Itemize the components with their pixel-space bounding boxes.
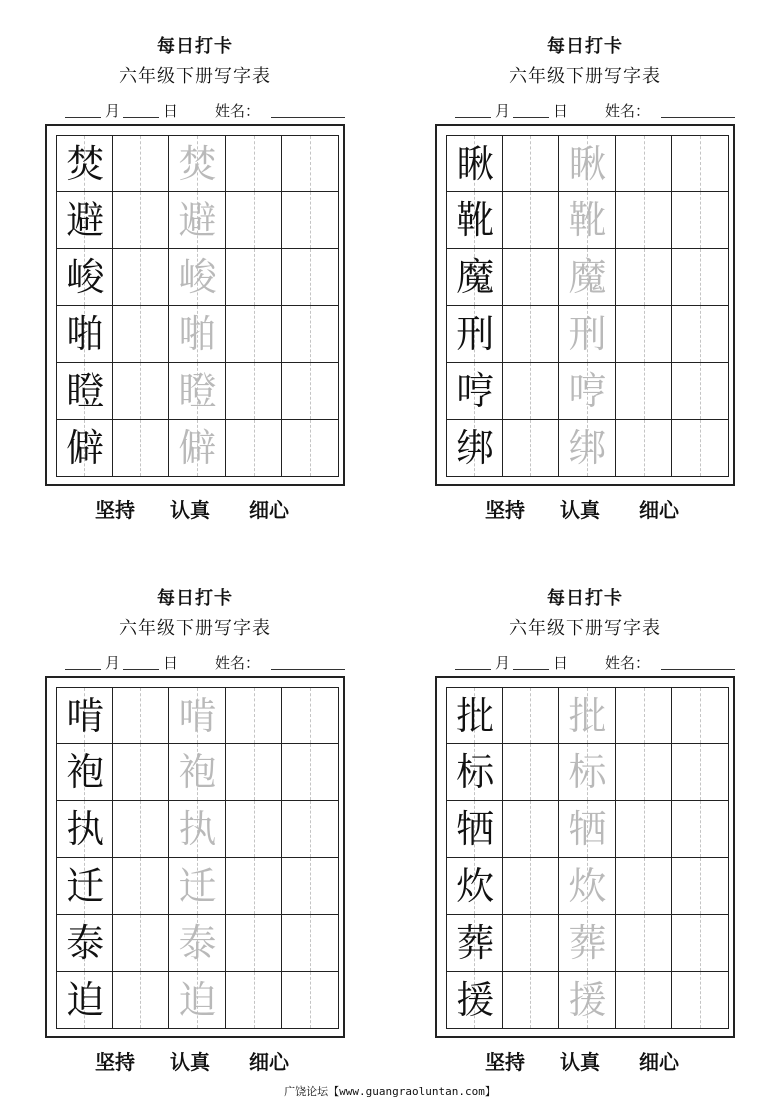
card-title: 每日打卡 [547, 36, 623, 57]
practice-cell[interactable] [503, 858, 560, 915]
model-character: 避 [66, 198, 105, 242]
practice-cell[interactable] [616, 363, 673, 420]
trace-cell[interactable] [559, 249, 616, 306]
trace-character: 袍 [178, 750, 217, 794]
practice-cell[interactable] [226, 744, 283, 801]
practice-cell[interactable] [113, 687, 170, 744]
motto-word: 细心 [639, 498, 679, 522]
guide-line [310, 858, 311, 914]
writing-grid-frame [435, 676, 735, 1038]
day-blank[interactable] [123, 669, 159, 670]
date-name-row [455, 100, 775, 122]
motto-word: 细心 [249, 498, 289, 522]
motto-word: 认真 [170, 1050, 210, 1074]
guide-line [530, 688, 531, 743]
guide-line [310, 192, 311, 248]
trace-character: 啪 [178, 312, 217, 356]
practice-cell[interactable] [113, 972, 170, 1029]
day-blank[interactable] [513, 117, 549, 118]
month-blank[interactable] [65, 117, 101, 118]
guide-line [644, 420, 645, 476]
guide-line [700, 915, 701, 971]
practice-cell[interactable] [672, 972, 729, 1029]
trace-cell[interactable] [559, 135, 616, 192]
practice-cell[interactable] [226, 363, 283, 420]
model-character: 执 [66, 807, 105, 851]
model-character: 刑 [456, 312, 495, 356]
practice-cell[interactable] [503, 135, 560, 192]
card-subtitle: 六年级下册写字表 [509, 66, 661, 87]
model-character: 啃 [66, 694, 105, 738]
trace-cell[interactable] [169, 135, 226, 192]
practice-cell[interactable] [503, 192, 560, 249]
trace-cell[interactable] [169, 249, 226, 306]
practice-cell[interactable] [616, 135, 673, 192]
guide-line [310, 688, 311, 743]
name-label: 姓名： [605, 102, 651, 120]
model-character: 迁 [66, 864, 105, 908]
motto-word: 细心 [249, 1050, 289, 1074]
guide-line [530, 801, 531, 857]
trace-character: 牺 [568, 807, 607, 851]
writing-grid [56, 135, 339, 477]
guide-line [644, 744, 645, 800]
guide-line [254, 249, 255, 305]
trace-character: 靴 [568, 198, 607, 242]
practice-cell[interactable] [616, 249, 673, 306]
guide-line [700, 192, 701, 248]
motto-word: 坚持 [485, 498, 525, 522]
day-label: 日 [553, 102, 569, 120]
trace-character: 瞪 [178, 369, 217, 413]
name-blank[interactable] [271, 117, 345, 118]
model-cell [56, 135, 113, 192]
practice-cell[interactable] [282, 192, 339, 249]
guide-line [310, 249, 311, 305]
guide-line [644, 801, 645, 857]
trace-character: 僻 [178, 426, 217, 470]
trace-character: 绑 [568, 426, 607, 470]
trace-character: 葬 [568, 921, 607, 965]
motto-word: 认真 [560, 498, 600, 522]
guide-line [530, 136, 531, 191]
trace-character: 迫 [178, 978, 217, 1022]
practice-cell[interactable] [113, 801, 170, 858]
model-cell [56, 801, 113, 858]
motto-word: 坚持 [95, 1050, 135, 1074]
model-character: 批 [456, 694, 495, 738]
writing-grid [446, 687, 729, 1029]
model-character: 靴 [456, 198, 495, 242]
model-cell [446, 306, 503, 363]
writing-grid [56, 687, 339, 1029]
practice-cell[interactable] [503, 972, 560, 1029]
practice-cell[interactable] [616, 192, 673, 249]
practice-cell[interactable] [672, 420, 729, 477]
model-character: 僻 [66, 426, 105, 470]
practice-cell[interactable] [226, 192, 283, 249]
month-label: 月 [495, 102, 511, 120]
guide-line [140, 420, 141, 476]
guide-line [700, 972, 701, 1028]
practice-cell[interactable] [282, 306, 339, 363]
day-blank[interactable] [123, 117, 159, 118]
motto-word: 认真 [560, 1050, 600, 1074]
trace-cell[interactable] [169, 687, 226, 744]
guide-line [644, 192, 645, 248]
guide-line [140, 192, 141, 248]
date-name-row [65, 100, 385, 122]
practice-cell[interactable] [226, 306, 283, 363]
guide-line [254, 972, 255, 1028]
practice-cell[interactable] [113, 420, 170, 477]
guide-line [254, 744, 255, 800]
guide-line [700, 858, 701, 914]
trace-cell[interactable] [169, 192, 226, 249]
date-name-row [455, 652, 775, 674]
guide-line [140, 306, 141, 362]
trace-cell[interactable] [169, 801, 226, 858]
guide-line [644, 915, 645, 971]
practice-cell[interactable] [226, 135, 283, 192]
model-cell [446, 135, 503, 192]
practice-cell[interactable] [503, 915, 560, 972]
practice-cell[interactable] [113, 135, 170, 192]
practice-cell[interactable] [672, 858, 729, 915]
date-name-row [65, 652, 385, 674]
month-blank[interactable] [455, 669, 491, 670]
guide-line [530, 306, 531, 362]
month-label: 月 [105, 654, 121, 672]
model-cell [56, 972, 113, 1029]
practice-cell[interactable] [672, 135, 729, 192]
name-blank[interactable] [661, 669, 735, 670]
model-cell [56, 306, 113, 363]
model-cell [56, 420, 113, 477]
trace-cell[interactable] [559, 420, 616, 477]
trace-cell[interactable] [559, 972, 616, 1029]
practice-cell[interactable] [113, 744, 170, 801]
practice-cell[interactable] [282, 801, 339, 858]
guide-line [254, 192, 255, 248]
motto-word: 细心 [639, 1050, 679, 1074]
practice-cell[interactable] [672, 915, 729, 972]
name-label: 姓名： [215, 102, 261, 120]
name-label: 姓名： [215, 654, 261, 672]
writing-grid-frame [45, 124, 345, 486]
trace-cell[interactable] [559, 915, 616, 972]
practice-cell[interactable] [503, 363, 560, 420]
guide-line [700, 363, 701, 419]
guide-line [644, 688, 645, 743]
writing-grid [446, 135, 729, 477]
trace-character: 执 [178, 807, 217, 851]
day-label: 日 [163, 102, 179, 120]
practice-cell[interactable] [226, 858, 283, 915]
model-cell [56, 192, 113, 249]
guide-line [254, 801, 255, 857]
model-cell [446, 687, 503, 744]
guide-line [254, 136, 255, 191]
trace-character: 援 [568, 978, 607, 1022]
guide-line [254, 306, 255, 362]
model-character: 魔 [456, 255, 495, 299]
guide-line [310, 420, 311, 476]
practice-cell[interactable] [616, 858, 673, 915]
month-blank[interactable] [65, 669, 101, 670]
practice-cell[interactable] [113, 249, 170, 306]
day-label: 日 [553, 654, 569, 672]
practice-cell[interactable] [503, 801, 560, 858]
model-cell [56, 858, 113, 915]
trace-character: 泰 [178, 921, 217, 965]
practice-cell[interactable] [616, 306, 673, 363]
model-character: 迫 [66, 978, 105, 1022]
guide-line [700, 801, 701, 857]
card-title: 每日打卡 [547, 588, 623, 609]
model-cell [56, 687, 113, 744]
motto-word: 坚持 [95, 498, 135, 522]
trace-character: 迁 [178, 864, 217, 908]
practice-cell[interactable] [226, 972, 283, 1029]
guide-line [530, 972, 531, 1028]
trace-cell[interactable] [169, 972, 226, 1029]
guide-line [700, 688, 701, 743]
practice-cell[interactable] [503, 249, 560, 306]
practice-cell[interactable] [282, 249, 339, 306]
model-cell [446, 420, 503, 477]
model-character: 峻 [66, 255, 105, 299]
guide-line [310, 915, 311, 971]
model-character: 标 [456, 750, 495, 794]
practice-cell[interactable] [282, 687, 339, 744]
practice-cell[interactable] [226, 687, 283, 744]
guide-line [530, 744, 531, 800]
guide-line [644, 306, 645, 362]
guide-line [644, 858, 645, 914]
guide-line [140, 249, 141, 305]
trace-character: 避 [178, 198, 217, 242]
model-cell [446, 363, 503, 420]
practice-cell[interactable] [282, 744, 339, 801]
practice-cell[interactable] [282, 363, 339, 420]
guide-line [254, 363, 255, 419]
model-character: 焚 [66, 142, 105, 186]
trace-character: 标 [568, 750, 607, 794]
card-subtitle: 六年级下册写字表 [119, 618, 271, 639]
model-cell [56, 363, 113, 420]
practice-cell[interactable] [616, 915, 673, 972]
practice-cell[interactable] [113, 363, 170, 420]
card-subtitle: 六年级下册写字表 [509, 618, 661, 639]
month-label: 月 [495, 654, 511, 672]
guide-line [140, 744, 141, 800]
guide-line [140, 801, 141, 857]
practice-cell[interactable] [616, 744, 673, 801]
day-blank[interactable] [513, 669, 549, 670]
trace-character: 焚 [178, 142, 217, 186]
trace-cell[interactable] [559, 306, 616, 363]
trace-cell[interactable] [559, 363, 616, 420]
practice-cell[interactable] [226, 420, 283, 477]
practice-cell[interactable] [672, 306, 729, 363]
guide-line [310, 744, 311, 800]
model-character: 援 [456, 978, 495, 1022]
guide-line [530, 363, 531, 419]
motto-word: 认真 [170, 498, 210, 522]
guide-line [254, 915, 255, 971]
practice-cell[interactable] [616, 687, 673, 744]
practice-cell[interactable] [113, 192, 170, 249]
model-cell [56, 249, 113, 306]
guide-line [644, 972, 645, 1028]
guide-line [700, 136, 701, 191]
guide-line [140, 136, 141, 191]
trace-cell[interactable] [559, 801, 616, 858]
guide-line [530, 858, 531, 914]
guide-line [310, 972, 311, 1028]
guide-line [254, 858, 255, 914]
model-character: 啪 [66, 312, 105, 356]
model-cell [446, 192, 503, 249]
model-character: 牺 [456, 807, 495, 851]
trace-cell[interactable] [559, 744, 616, 801]
card-subtitle: 六年级下册写字表 [119, 66, 271, 87]
guide-line [140, 915, 141, 971]
trace-character: 峻 [178, 255, 217, 299]
guide-line [140, 858, 141, 914]
practice-cell[interactable] [503, 306, 560, 363]
practice-cell[interactable] [503, 744, 560, 801]
guide-line [310, 801, 311, 857]
practice-cell[interactable] [503, 687, 560, 744]
model-character: 绑 [456, 426, 495, 470]
trace-cell[interactable] [559, 192, 616, 249]
name-blank[interactable] [661, 117, 735, 118]
model-character: 瞪 [66, 369, 105, 413]
model-cell [446, 915, 503, 972]
model-cell [446, 972, 503, 1029]
practice-cell[interactable] [503, 420, 560, 477]
motto-word: 坚持 [485, 1050, 525, 1074]
model-cell [446, 744, 503, 801]
practice-cell[interactable] [226, 915, 283, 972]
guide-line [254, 688, 255, 743]
guide-line [310, 363, 311, 419]
trace-character: 哼 [568, 369, 607, 413]
day-label: 日 [163, 654, 179, 672]
writing-grid-frame [45, 676, 345, 1038]
trace-cell[interactable] [559, 858, 616, 915]
guide-line [530, 420, 531, 476]
trace-cell[interactable] [169, 306, 226, 363]
name-label: 姓名： [605, 654, 651, 672]
practice-cell[interactable] [672, 249, 729, 306]
trace-character: 炊 [568, 864, 607, 908]
practice-cell[interactable] [616, 801, 673, 858]
trace-character: 刑 [568, 312, 607, 356]
guide-line [530, 915, 531, 971]
trace-character: 魔 [568, 255, 607, 299]
model-character: 葬 [456, 921, 495, 965]
guide-line [254, 420, 255, 476]
model-character: 哼 [456, 369, 495, 413]
trace-cell[interactable] [169, 363, 226, 420]
practice-cell[interactable] [672, 801, 729, 858]
footer-watermark: 广饶论坛【www.guangraoluntan.com】 [284, 1085, 496, 1098]
model-cell [446, 249, 503, 306]
card-title: 每日打卡 [157, 36, 233, 57]
trace-cell[interactable] [169, 915, 226, 972]
practice-cell[interactable] [282, 420, 339, 477]
guide-line [140, 972, 141, 1028]
guide-line [644, 363, 645, 419]
guide-line [644, 136, 645, 191]
trace-cell[interactable] [169, 420, 226, 477]
practice-cell[interactable] [282, 915, 339, 972]
practice-cell[interactable] [672, 687, 729, 744]
practice-cell[interactable] [282, 972, 339, 1029]
name-blank[interactable] [271, 669, 345, 670]
practice-cell[interactable] [282, 135, 339, 192]
guide-line [700, 744, 701, 800]
practice-cell[interactable] [672, 744, 729, 801]
guide-line [310, 136, 311, 191]
guide-line [700, 306, 701, 362]
guide-line [140, 688, 141, 743]
model-cell [56, 915, 113, 972]
practice-cell[interactable] [113, 915, 170, 972]
practice-cell[interactable] [616, 972, 673, 1029]
practice-cell[interactable] [113, 306, 170, 363]
model-cell [446, 858, 503, 915]
trace-cell[interactable] [169, 858, 226, 915]
practice-cell[interactable] [226, 801, 283, 858]
trace-character: 啃 [178, 694, 217, 738]
trace-cell[interactable] [169, 744, 226, 801]
guide-line [530, 249, 531, 305]
trace-character: 瞅 [568, 142, 607, 186]
guide-line [140, 363, 141, 419]
practice-cell[interactable] [616, 420, 673, 477]
practice-cell[interactable] [226, 249, 283, 306]
month-label: 月 [105, 102, 121, 120]
guide-line [644, 249, 645, 305]
writing-grid-frame [435, 124, 735, 486]
model-character: 瞅 [456, 142, 495, 186]
model-cell [446, 801, 503, 858]
month-blank[interactable] [455, 117, 491, 118]
practice-cell[interactable] [113, 858, 170, 915]
practice-cell[interactable] [672, 363, 729, 420]
guide-line [700, 249, 701, 305]
trace-cell[interactable] [559, 687, 616, 744]
model-character: 炊 [456, 864, 495, 908]
model-cell [56, 744, 113, 801]
practice-cell[interactable] [282, 858, 339, 915]
card-title: 每日打卡 [157, 588, 233, 609]
guide-line [310, 306, 311, 362]
model-character: 袍 [66, 750, 105, 794]
trace-character: 批 [568, 694, 607, 738]
practice-cell[interactable] [672, 192, 729, 249]
model-character: 泰 [66, 921, 105, 965]
guide-line [530, 192, 531, 248]
guide-line [700, 420, 701, 476]
